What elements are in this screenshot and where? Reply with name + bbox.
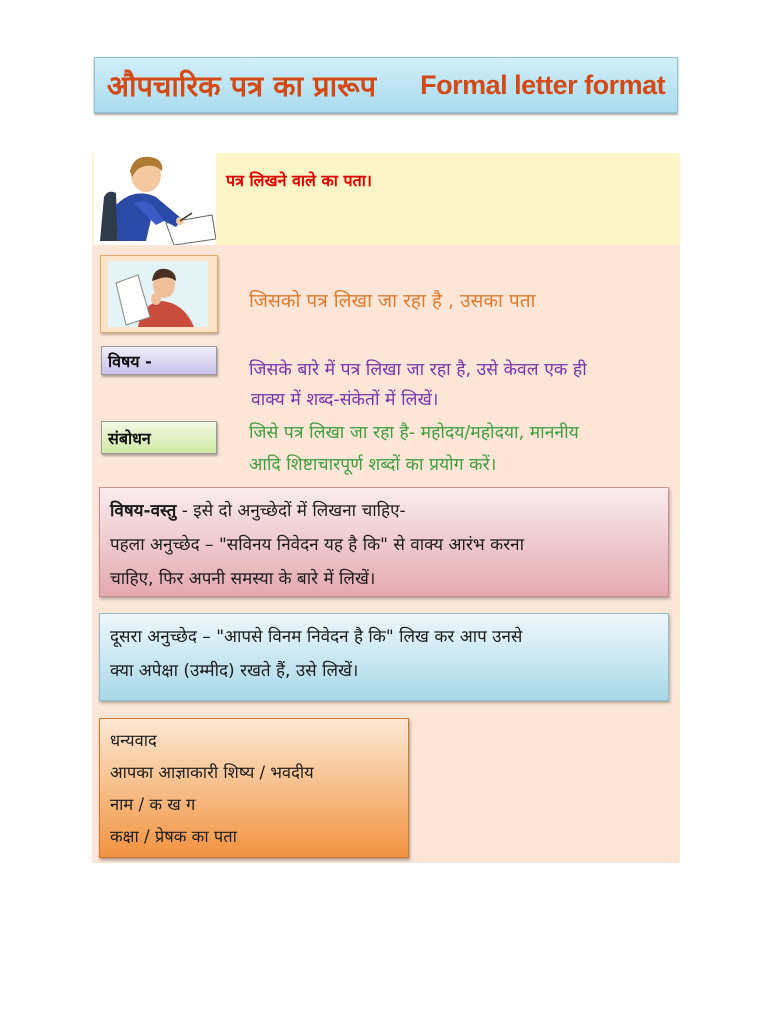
salutation-label: संबोधन (101, 421, 217, 454)
title-banner (94, 57, 678, 113)
content-heading: विषय-वस्तु (110, 501, 177, 521)
subject-label: विषय - (101, 346, 217, 375)
second-para-line-2: क्या अपेक्षा (उम्मीद) रखते हैं, उसे लिखें। (110, 661, 359, 681)
letter-format-panel (92, 153, 680, 863)
man-reading-image (108, 261, 208, 327)
salutation-line-1: जिसे पत्र लिखा जा रहा है- महोदय/महोदया, माननीय (249, 423, 579, 443)
closing-line-2: आपका आज्ञाकारी शिष्य / भवदीय (110, 763, 314, 782)
sender-address-text: पत्र लिखने वाले का पता। (226, 171, 372, 190)
closing-line-3: नाम / क ख ग (110, 795, 196, 814)
salutation-line-2: आदि शिष्टाचारपूर्ण शब्दों का प्रयोग करें। (249, 455, 497, 475)
second-para-line-1: दूसरा अनुच्छेद – "आपसे विनम निवेदन है कि" लिख कर आप उनसे (110, 627, 523, 647)
content-line-3: चाहिए, फिर अपनी समस्या के बारे में लिखें। (110, 569, 376, 589)
content-box (99, 487, 669, 597)
closing-line-4: कक्षा / प्रेषक का पता (110, 827, 237, 846)
boy-writing-image (94, 153, 216, 245)
content-line-2: पहला अनुच्छेद – "सविनय निवेदन यह है कि" से वाक्य आरंभ करना (110, 535, 525, 555)
subject-line-1: जिसके बारे में पत्र लिखा जा रहा है, उसे केवल एक ही (249, 360, 587, 380)
subject-description (249, 355, 669, 415)
closing-box (99, 718, 409, 858)
subject-line-2: वाक्य में शब्द-संकेतों में लिखें। (251, 390, 439, 410)
receiver-address-text: जिसको पत्र लिखा जा रहा है , उसका पता (249, 290, 536, 312)
content-heading-row (110, 494, 658, 528)
content-heading-rest: - इसे दो अनुच्छेदों में लिखना चाहिए- (176, 501, 406, 521)
salutation-description (249, 417, 669, 481)
closing-line-1: धन्यवाद (110, 731, 157, 750)
reader-image-frame (100, 255, 218, 333)
title-english: Formal letter format (420, 69, 666, 100)
second-paragraph-box (99, 613, 669, 701)
title-hindi: औपचारिक पत्र का प्रारूप (106, 68, 377, 103)
